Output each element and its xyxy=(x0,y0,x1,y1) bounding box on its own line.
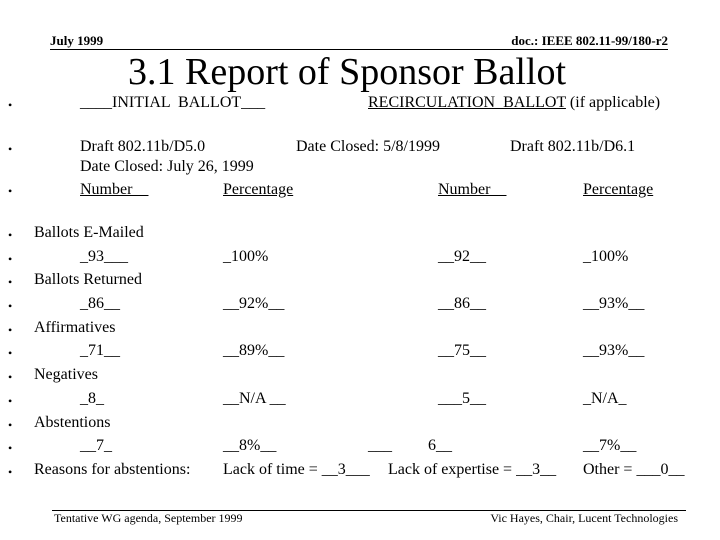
bullet-marker: • xyxy=(8,418,13,432)
negatives-percent-recirc: _N/A_ xyxy=(583,390,627,407)
row-label-affirmatives: Affirmatives xyxy=(34,319,116,336)
row-label-negatives: Negatives xyxy=(34,366,98,383)
number-header-recirc: Number__ xyxy=(438,181,507,198)
recirculation-ballot-heading xyxy=(368,95,660,111)
footer-right: Vic Hayes, Chair, Lucent Technologies xyxy=(490,511,678,525)
initial-ballot-label: ____INITIAL BALLOT___ xyxy=(80,94,266,111)
abstentions-percent-recirc: __7%__ xyxy=(583,437,637,454)
recirculation-ballot-label: RECIRCULATION BALLOT xyxy=(368,94,566,111)
bullet-marker: • xyxy=(8,184,13,198)
bullet-marker: • xyxy=(8,275,13,289)
abstentions-number-initial: __7_ xyxy=(80,437,112,454)
abstentions-percent-initial: __8%__ xyxy=(223,437,277,454)
emailed-percent-initial: _100% xyxy=(223,248,269,265)
header-rule xyxy=(50,49,668,50)
bullet-marker: • xyxy=(8,142,13,156)
emailed-percent-recirc: _100% xyxy=(583,248,629,265)
header-date: July 1999 xyxy=(50,33,104,48)
bullet-marker: • xyxy=(8,252,13,266)
affirmatives-number-recirc: __75__ xyxy=(438,342,486,359)
initial-date-closed: Date Closed: July 26, 1999 xyxy=(80,158,254,175)
bullet-marker: • xyxy=(8,228,13,242)
bullet-marker: • xyxy=(8,441,13,455)
returned-number-recirc: __86__ xyxy=(438,295,486,312)
affirmatives-number-initial: _71__ xyxy=(80,342,120,359)
bullet-marker: • xyxy=(8,394,13,408)
emailed-number-recirc: __92__ xyxy=(438,248,486,265)
negatives-number-recirc: ___5__ xyxy=(438,390,486,407)
recirculation-date-closed: Date Closed: 5/8/1999 xyxy=(296,138,440,155)
row-label-abstentions: Abstentions xyxy=(34,414,111,431)
returned-percent-recirc: __93%__ xyxy=(583,295,645,312)
bullet-marker: • xyxy=(8,370,13,384)
abstentions-number-recirc: ___ 6__ xyxy=(368,437,452,454)
number-header-initial: Number__ xyxy=(80,181,149,198)
bullet-marker: • xyxy=(8,323,13,337)
affirmatives-percent-recirc: __93%__ xyxy=(583,342,645,359)
bullet-marker: • xyxy=(8,346,13,360)
recirculation-draft: Draft 802.11b/D6.1 xyxy=(510,138,636,155)
bullet-marker: • xyxy=(8,299,13,313)
footer-left: Tentative WG agenda, September 1999 xyxy=(54,511,243,525)
row-label-emailed: Ballots E-Mailed xyxy=(34,224,144,241)
affirmatives-percent-initial: __89%__ xyxy=(223,342,285,359)
emailed-number-initial: _93___ xyxy=(80,248,128,265)
initial-draft: Draft 802.11b/D5.0 xyxy=(80,138,206,155)
returned-number-initial: _86__ xyxy=(80,295,120,312)
header-doc-id: doc.: IEEE 802.11-99/180-r2 xyxy=(511,33,668,48)
reasons-label: Reasons for abstentions: xyxy=(34,461,191,478)
page-title: 3.1 Report of Sponsor Ballot xyxy=(128,51,567,93)
negatives-number-initial: _8_ xyxy=(80,390,104,407)
percentage-header-initial: Percentage xyxy=(223,181,294,198)
reason-lack-of-time: Lack of time = __3___ xyxy=(223,461,370,478)
bullet-marker: • xyxy=(8,465,13,479)
recirculation-note: (if applicable) xyxy=(565,94,661,111)
row-label-returned: Ballots Returned xyxy=(34,271,142,288)
percentage-header-recirc: Percentage xyxy=(583,181,654,198)
negatives-percent-initial: __N/A __ xyxy=(223,390,286,407)
returned-percent-initial: __92%__ xyxy=(223,295,285,312)
bullet-marker: • xyxy=(8,98,13,112)
reason-other: Other = ___0__ xyxy=(583,461,685,478)
reason-lack-of-expertise: Lack of expertise = __3__ xyxy=(388,461,557,478)
